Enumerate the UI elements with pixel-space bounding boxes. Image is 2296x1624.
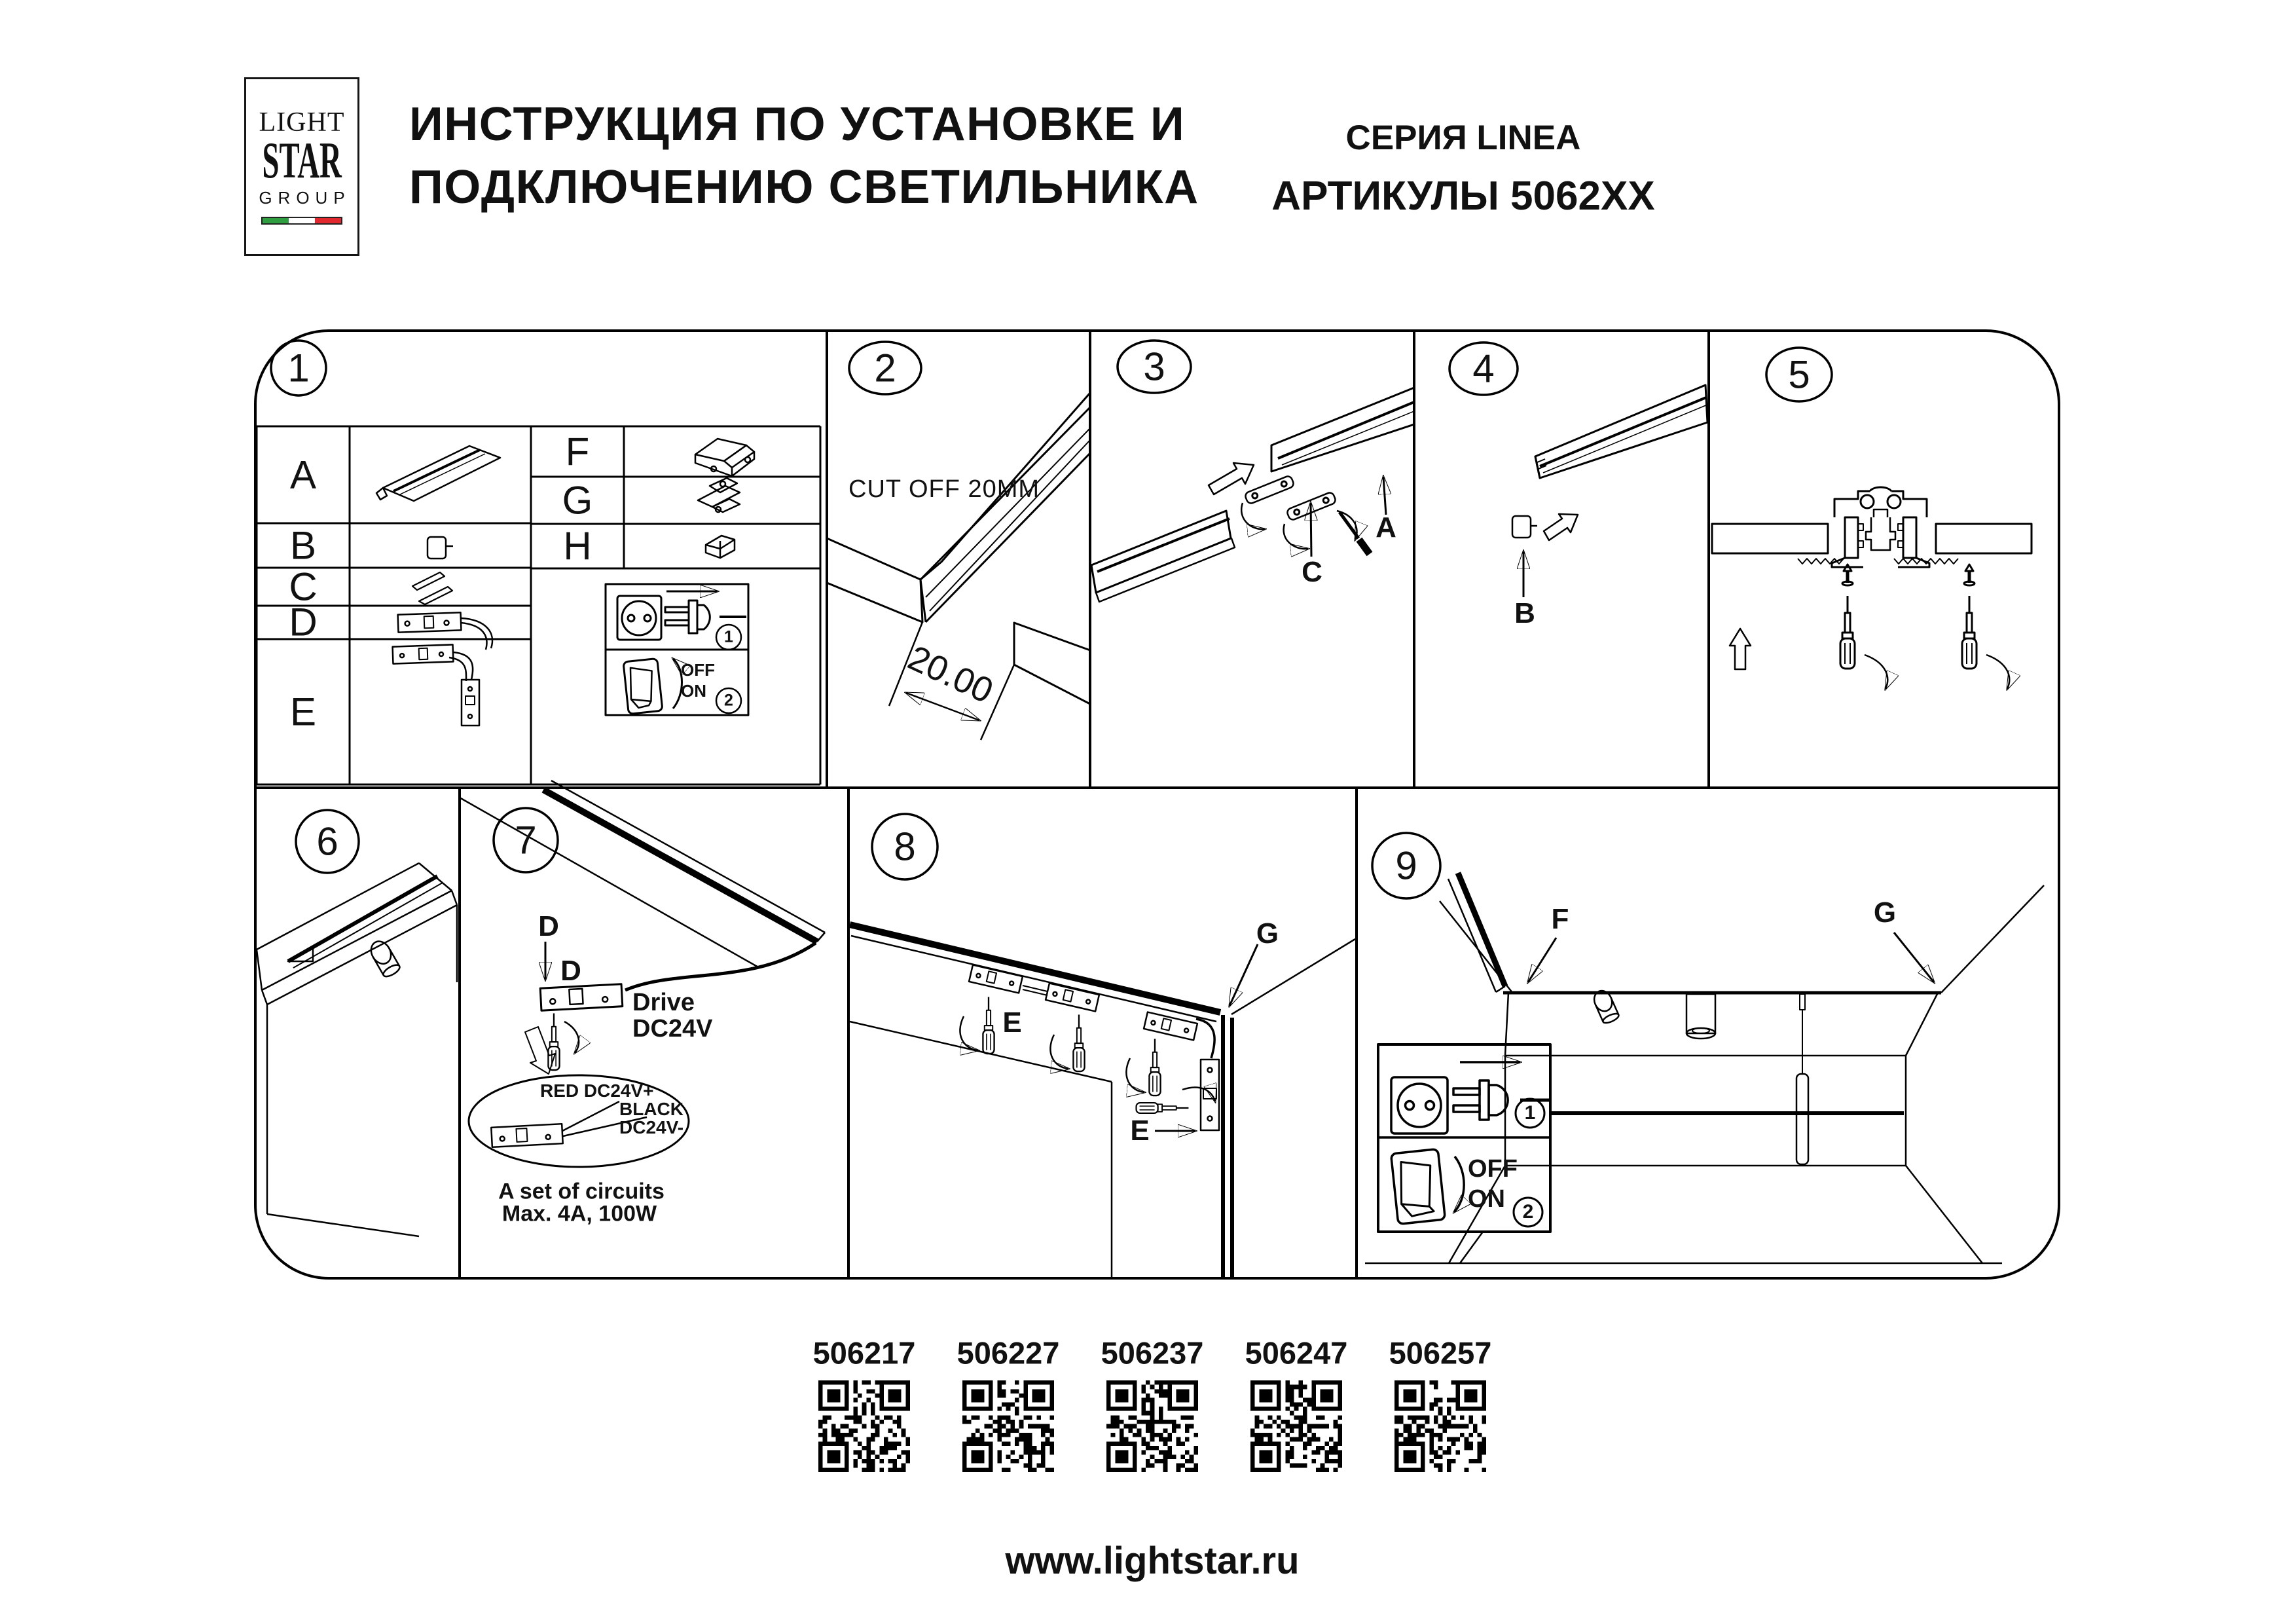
part-a-profile-icon — [376, 446, 500, 501]
switch-on-label: ON — [681, 681, 706, 701]
cut-off-label: CUT OFF 20MM — [848, 475, 1040, 503]
recessed-profile-drawing — [257, 863, 457, 1236]
label-a: A — [1376, 511, 1396, 544]
part-letter-f: F — [565, 430, 590, 474]
diagram-frame — [255, 331, 2059, 1278]
article-code: 506237 — [1101, 1335, 1204, 1371]
label-g-corner: G — [1256, 917, 1279, 950]
plug-step-badge: 1 — [724, 627, 733, 646]
flag-red — [315, 218, 341, 223]
room-overview-drawing — [1365, 873, 2044, 1263]
part-letter-b: B — [289, 523, 317, 568]
label-g-room: G — [1873, 896, 1897, 929]
article-code: 506217 — [812, 1335, 916, 1371]
part-b-endcap-icon — [428, 537, 453, 559]
qr-code — [962, 1380, 1054, 1472]
drive-label-line1: Drive — [632, 989, 695, 1016]
endcap-step-drawing — [1512, 385, 1707, 597]
step-8: 8 — [894, 824, 916, 869]
qr-code — [1250, 1380, 1342, 1472]
step-circles — [271, 341, 1832, 898]
circuits-note-line2: Max. 4A, 100W — [501, 1201, 657, 1227]
step-2: 2 — [874, 346, 896, 390]
label-d2: D — [560, 955, 581, 987]
part-letter-e: E — [289, 690, 317, 734]
part-g-connector-icon — [698, 478, 740, 512]
step-9: 9 — [1395, 843, 1417, 888]
step-3: 3 — [1143, 344, 1165, 389]
article-code: 506247 — [1245, 1335, 1348, 1371]
title-line-1: ИНСТРУКЦИЯ ПО УСТАНОВКЕ И — [409, 98, 1186, 151]
qr-code — [1394, 1380, 1486, 1472]
label-e2: E — [1130, 1115, 1150, 1147]
part-c-connector-plates-icon — [412, 572, 452, 604]
step-7: 7 — [515, 818, 537, 862]
part-d-driver-icon — [398, 612, 492, 650]
lightstar-logo — [244, 77, 359, 256]
step-1: 1 — [287, 346, 310, 390]
plug-step-badge-room: 1 — [1524, 1102, 1536, 1124]
circuits-note-line1: A set of circuits — [498, 1179, 665, 1204]
page-title — [409, 93, 1199, 219]
part-letter-g: G — [562, 478, 593, 523]
logo-star: STAR — [262, 132, 342, 189]
step-5: 5 — [1788, 352, 1810, 397]
step-4: 4 — [1472, 346, 1495, 391]
wire-black-label-line1: BLACK — [619, 1099, 683, 1119]
switch-step-badge: 2 — [724, 691, 733, 710]
dimension-label: 20.00 — [902, 638, 999, 711]
step-6: 6 — [316, 819, 338, 864]
qr-code — [818, 1380, 910, 1472]
website-url: www.lightstar.ru — [1005, 1540, 1300, 1582]
article-code: 506257 — [1389, 1335, 1492, 1371]
label-f: F — [1551, 903, 1569, 935]
part-letter-c: C — [289, 564, 318, 609]
flag-white — [289, 218, 315, 223]
italian-flag — [261, 217, 342, 225]
power-box-inset — [1378, 1044, 1550, 1263]
switch-off-label: OFF — [681, 660, 715, 680]
part-e-corner-driver-icon — [393, 644, 479, 726]
logo-group: GROUP — [259, 187, 351, 208]
series-label: СЕРИЯ LINEA — [1345, 119, 1581, 157]
article-code: 506227 — [957, 1335, 1060, 1371]
flag-green — [263, 218, 289, 223]
part-f-corner-icon — [695, 439, 754, 476]
label-d1: D — [538, 910, 559, 942]
articles-title: АРТИКУЛЫ 5062XX — [1271, 174, 1655, 219]
label-c: C — [1302, 556, 1322, 588]
parts-table — [257, 426, 820, 784]
wire-red-label: RED DC24V+ — [540, 1080, 654, 1101]
switch-step-badge-room: 2 — [1522, 1201, 1534, 1223]
corner-room-drawing — [850, 925, 1355, 1278]
label-b: B — [1514, 597, 1535, 629]
part-letter-a: A — [289, 452, 317, 497]
qr-code — [1106, 1380, 1198, 1472]
wire-black-label-line2: DC24V- — [619, 1117, 684, 1137]
cross-section-drawing — [1712, 487, 2032, 689]
switch-off-label-room: OFF — [1468, 1155, 1518, 1183]
logo-light: LIGHT — [259, 107, 345, 138]
part-h-bracket-icon — [706, 536, 735, 558]
switch-on-label-room: ON — [1468, 1185, 1505, 1213]
part-letter-h: H — [563, 524, 592, 568]
part-letter-d: D — [289, 600, 318, 644]
label-e1: E — [1002, 1006, 1022, 1039]
title-line-2: ПОДКЛЮЧЕНИЮ СВЕТИЛЬНИКА — [409, 161, 1199, 214]
join-step-drawing — [1091, 388, 1414, 602]
drive-label-line2: DC24V — [632, 1015, 713, 1043]
